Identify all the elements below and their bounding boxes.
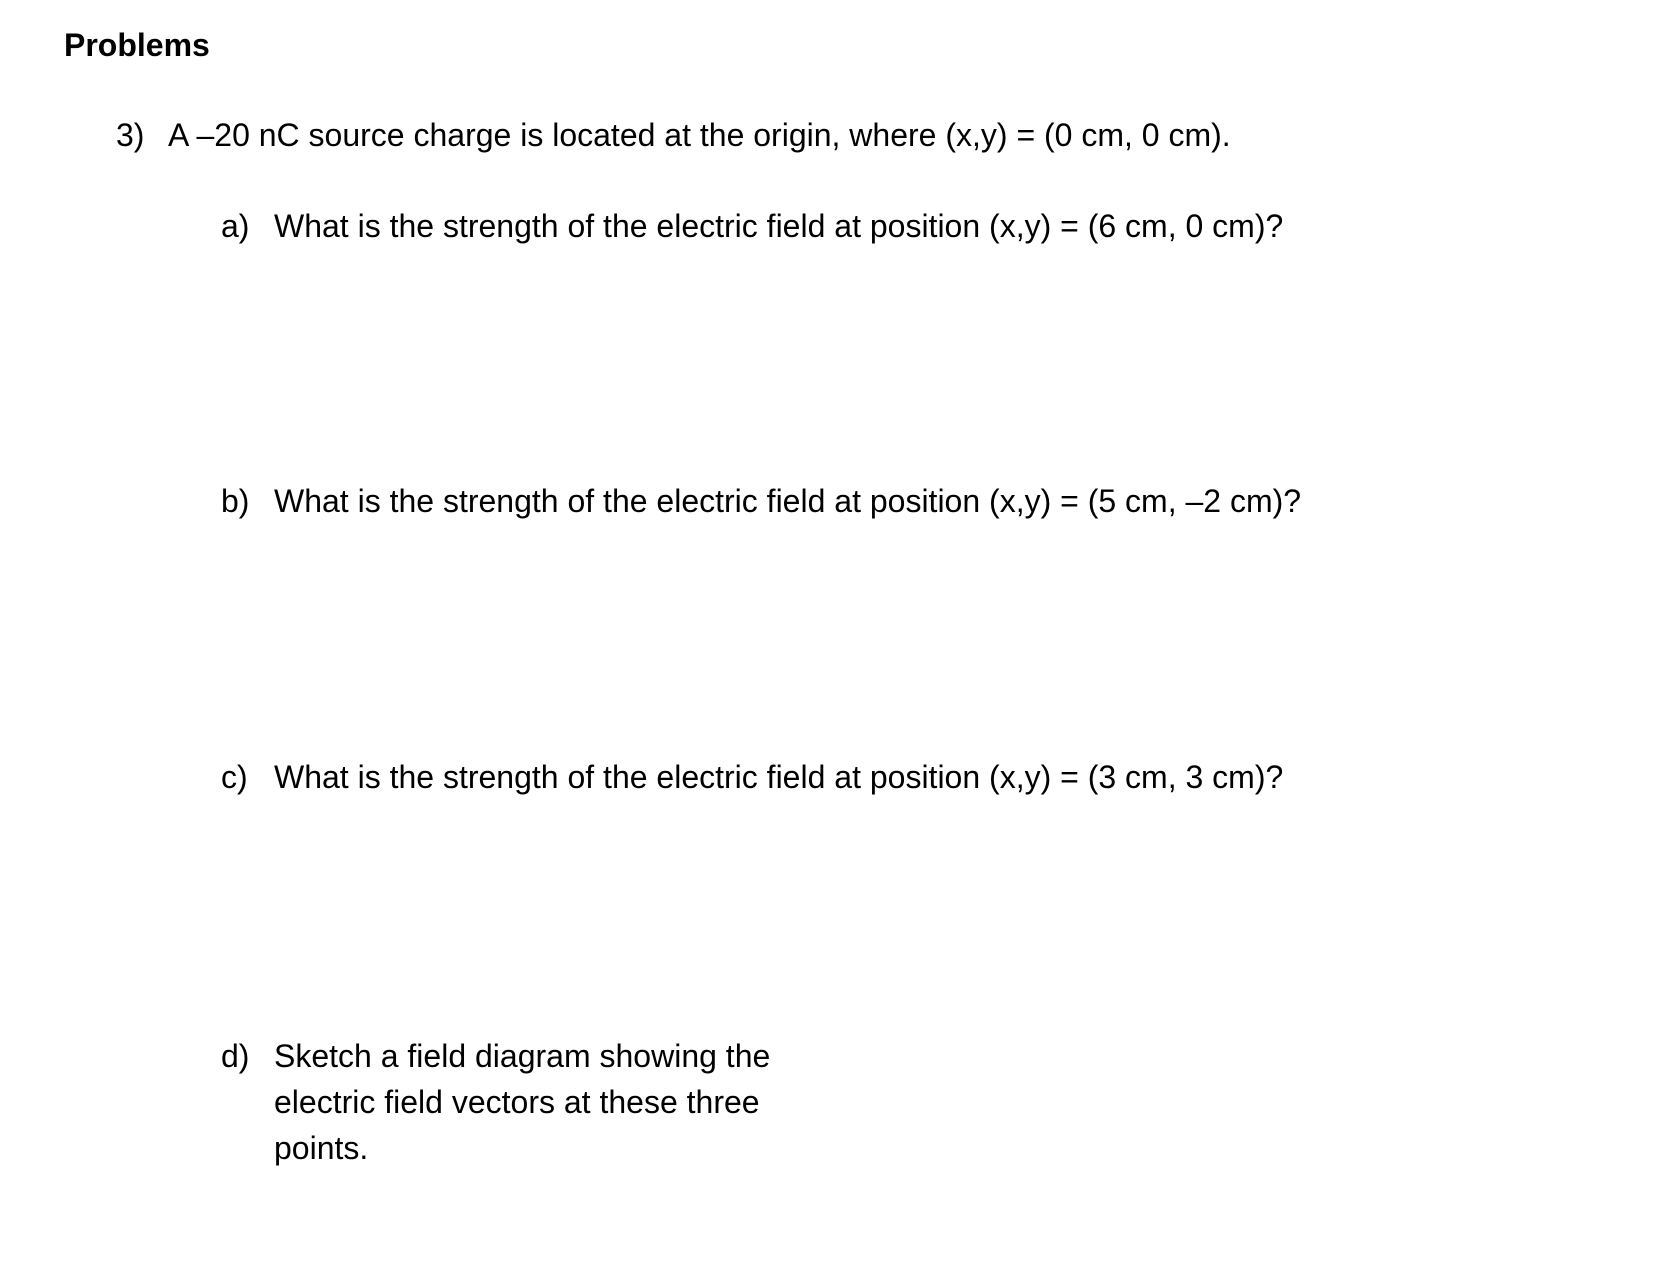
part-letter: a) [221,208,250,244]
part-letter: b) [221,483,250,519]
part-a [221,207,1283,245]
part-b [221,482,1301,520]
problem-3 [116,116,1231,154]
problem-number: 3) [116,117,145,153]
part-question: What is the strength of the electric field at position (x,y) = (5 cm, –2 cm)? [274,483,1302,519]
section-heading: Problems [64,27,210,63]
part-letter: d) [221,1038,250,1074]
problem-statement: A –20 nC source charge is located at the origin, where (x,y) = (0 cm, 0 cm). [168,117,1231,153]
part-c [221,758,1283,796]
part-question: What is the strength of the electric field at position (x,y) = (6 cm, 0 cm)? [274,208,1284,244]
part-d [221,1033,834,1171]
part-letter: c) [221,759,248,795]
part-question: Sketch a field diagram showing the electric field vectors at these three points. [274,1038,771,1166]
part-question: What is the strength of the electric field at position (x,y) = (3 cm, 3 cm)? [274,759,1284,795]
